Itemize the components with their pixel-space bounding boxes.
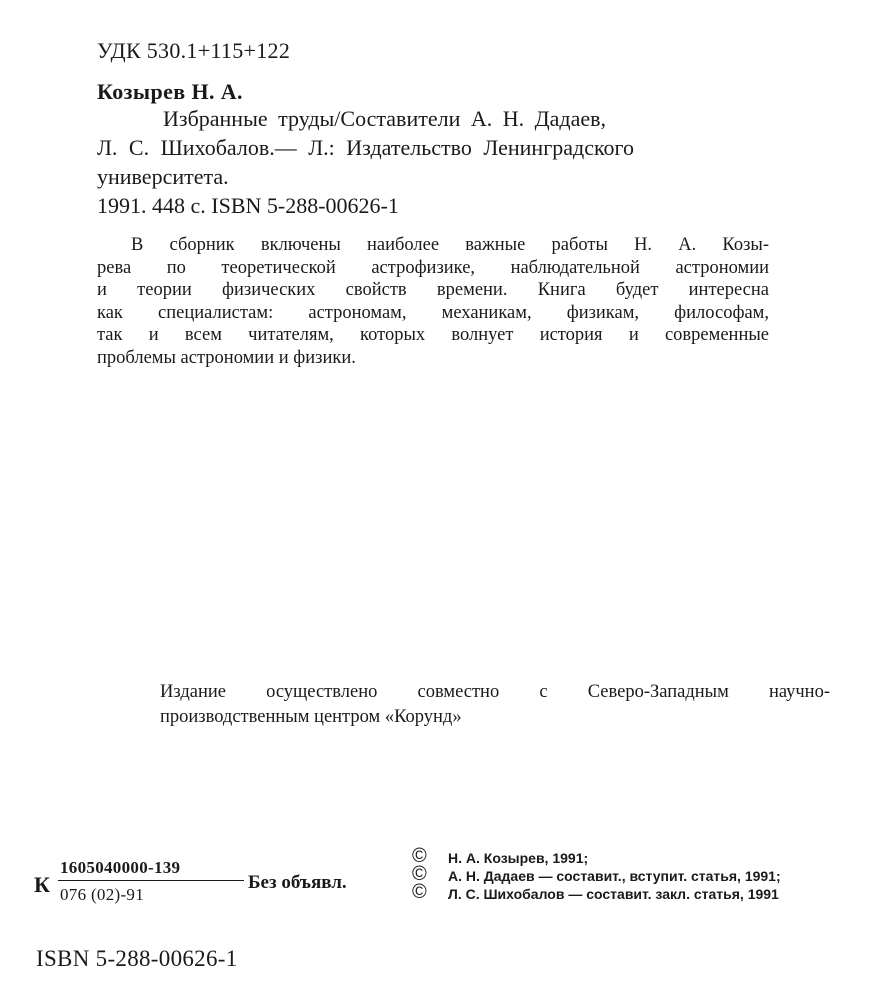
edition-line: производственным центром «Корунд» (160, 707, 462, 727)
copyright-text: Н. А. Козырев, 1991; (448, 850, 589, 866)
abstract-line: В сборник включены наиболее важные работы Н. А. Козы- (131, 235, 769, 255)
copyright-icon: © (412, 845, 427, 867)
abstract-line: как специалистам: астрономам, механикам, физикам, философам, (97, 302, 769, 323)
biblio-line: университета. (97, 164, 229, 189)
abstract (97, 234, 769, 370)
edition-line: Издание осуществлено совместно с Северо-Западным научно- (160, 682, 830, 702)
author-name: Козырев Н. А. (97, 79, 243, 104)
price-note: Без объявл. (248, 872, 347, 893)
abstract-line: проблемы астрономии и физики. (97, 347, 356, 368)
copyright-entry (412, 845, 842, 867)
biblio-line: Л. С. Шихобалов.— Л.: Издательство Ленинградского (97, 135, 634, 160)
copyright-entry (412, 863, 842, 885)
biblio-line: 1991. 448 с. ISBN 5-288-00626-1 (97, 193, 399, 218)
index-denominator: 076 (02)-91 (60, 885, 145, 904)
copyright-block (412, 845, 842, 903)
copyright-entry (412, 881, 842, 903)
udk-code: УДК 530.1+115+122 (97, 38, 291, 63)
biblio-line: Избранные труды/Составители А. Н. Дадаев, (163, 106, 607, 131)
abstract-line: и теории физических свойств времени. Книга будет интересна (97, 280, 769, 301)
copyright-icon: © (412, 863, 427, 885)
copyright-icon: © (412, 881, 427, 903)
abstract-line: рева по теоретической астрофизике, наблюдательной астрономии (97, 257, 769, 278)
bibliographic-description (97, 104, 777, 220)
pricing-index (34, 858, 364, 918)
index-numerator: 1605040000-139 (58, 858, 244, 881)
edition-note (160, 680, 830, 730)
abstract-line: так и всем читателям, которых волнует история и современные (97, 325, 769, 346)
copyright-text: А. Н. Дадаев — составит., вступит. статья, 1991; (448, 868, 781, 884)
copyright-text: Л. С. Шихобалов — составит. закл. статья, 1991 (448, 886, 779, 902)
isbn-number: ISBN 5-288-00626-1 (36, 946, 238, 971)
index-letter: К (34, 872, 50, 897)
